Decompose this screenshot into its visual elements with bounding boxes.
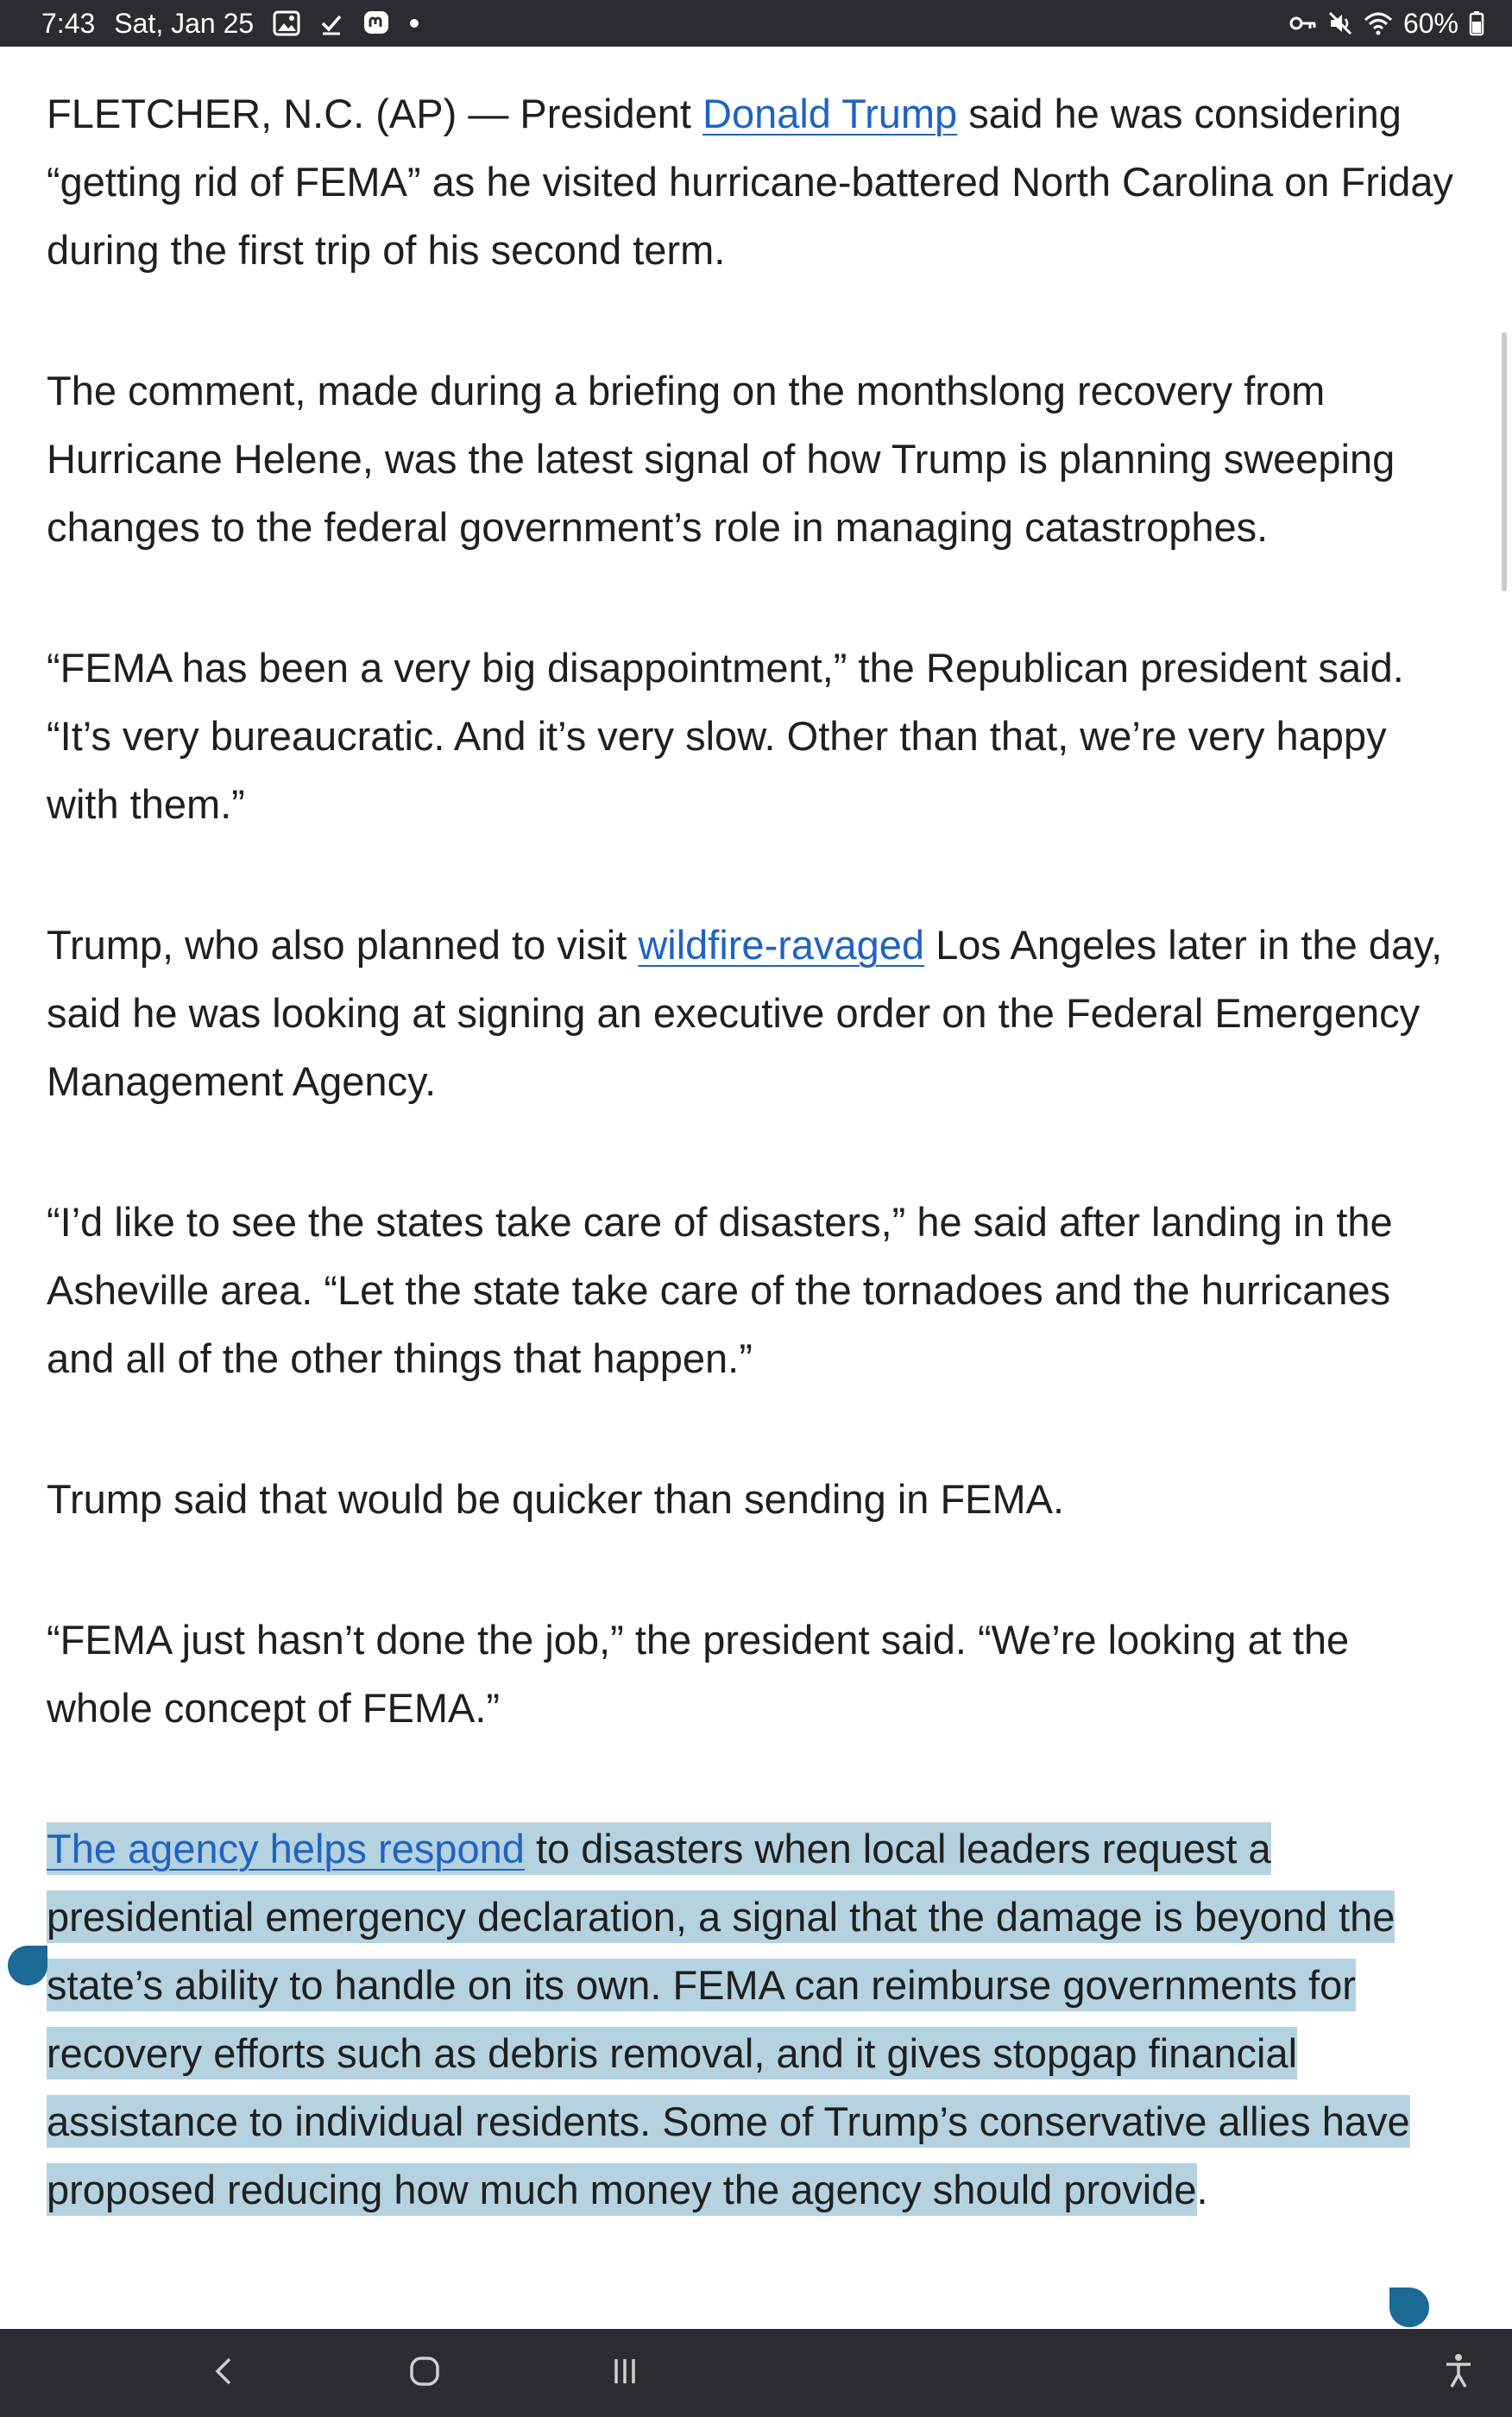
selection-start-handle[interactable] bbox=[8, 1946, 47, 1985]
status-bar bbox=[0, 0, 1512, 47]
article-paragraph-5: “I’d like to see the states take care of disasters,” he said after landing in the Asheville area. “Let the state take care of the tornadoes and the hurricanes and all of the other things that happen.” bbox=[47, 1199, 1393, 1381]
status-left bbox=[41, 0, 419, 47]
recents-icon bbox=[608, 2354, 642, 2393]
battery-percent: 60% bbox=[1402, 7, 1458, 39]
text-selection[interactable] bbox=[47, 1822, 1410, 2216]
selection-end-handle[interactable] bbox=[1389, 2288, 1429, 2327]
check-icon bbox=[319, 11, 343, 35]
status-right bbox=[1289, 0, 1484, 47]
recents-button[interactable] bbox=[582, 2329, 668, 2417]
mute-icon bbox=[1327, 10, 1353, 36]
back-icon bbox=[207, 2354, 242, 2393]
article-paragraph-7: “FEMA just hasn’t done the job,” the president said. “We’re looking at the whole concept of FEMA.” bbox=[47, 1617, 1350, 1731]
home-icon bbox=[407, 2354, 442, 2393]
paragraph-text: FLETCHER, N.C. (AP) — President bbox=[47, 91, 702, 136]
agency-helps-respond-link[interactable]: The agency helps respond bbox=[47, 1826, 525, 1871]
back-button[interactable] bbox=[181, 2329, 268, 2417]
donald-trump-link[interactable]: Donald Trump bbox=[702, 91, 958, 136]
article-paragraph-3: “FEMA has been a very big disappointment,” the Republican president said. “It’s very bureaucratic. And it’s very slow. Other than that, we’re very happy with them.” bbox=[47, 645, 1404, 827]
dot-icon bbox=[409, 18, 419, 28]
article-body bbox=[47, 79, 1462, 2224]
navigation-bar bbox=[0, 2329, 1512, 2417]
paragraph-text: Trump, who also planned to visit bbox=[47, 922, 639, 968]
key-icon bbox=[1289, 14, 1317, 33]
status-time: 7:43 bbox=[41, 7, 96, 39]
article-paragraph-4 bbox=[47, 911, 1462, 1115]
status-date: Sat, Jan 25 bbox=[114, 7, 255, 39]
scrollbar[interactable] bbox=[1502, 332, 1507, 591]
gallery-icon bbox=[273, 9, 300, 37]
mastodon-icon bbox=[362, 9, 390, 37]
accessibility-button[interactable] bbox=[1415, 2329, 1502, 2417]
wifi-icon bbox=[1364, 11, 1393, 35]
selected-text[interactable]: to disasters when local leaders request a presidential emergency declaration, a signal that the damage is beyond the state’s ability to handle on its own. FEMA can reimburse governments for recovery efforts such as debris removal, and it gives stopgap financial assistance to individual residents. Some of Trump’s conservative allies have proposed reducing how much money the agency should provide bbox=[47, 1826, 1410, 2212]
battery-icon bbox=[1469, 10, 1484, 36]
home-button[interactable] bbox=[381, 2329, 468, 2417]
accessibility-icon bbox=[1441, 2352, 1476, 2395]
article-paragraph-1 bbox=[47, 79, 1462, 284]
article-paragraph-2: The comment, made during a briefing on the monthslong recovery from Hurricane Helene, was the latest signal of how Trump is planning sweeping changes to the federal government’s role in managing catastrophes. bbox=[47, 368, 1395, 550]
article-paragraph-6: Trump said that would be quicker than sending in FEMA. bbox=[47, 1476, 1065, 1522]
paragraph-text: Los Angeles later in the day, said he was looking at signing an executive order on the Federal Emergency Management Agency. bbox=[47, 922, 1443, 1104]
wildfire-ravaged-link[interactable]: wildfire-ravaged bbox=[638, 922, 925, 968]
article-paragraph-8-selected[interactable] bbox=[47, 1814, 1462, 2224]
paragraph-text: . bbox=[1196, 2167, 1208, 2212]
paragraph-text: said he was considering “getting rid of FEMA” as he visited hurricane-battered North Carolina on Friday during the first trip of his second term. bbox=[47, 91, 1454, 273]
